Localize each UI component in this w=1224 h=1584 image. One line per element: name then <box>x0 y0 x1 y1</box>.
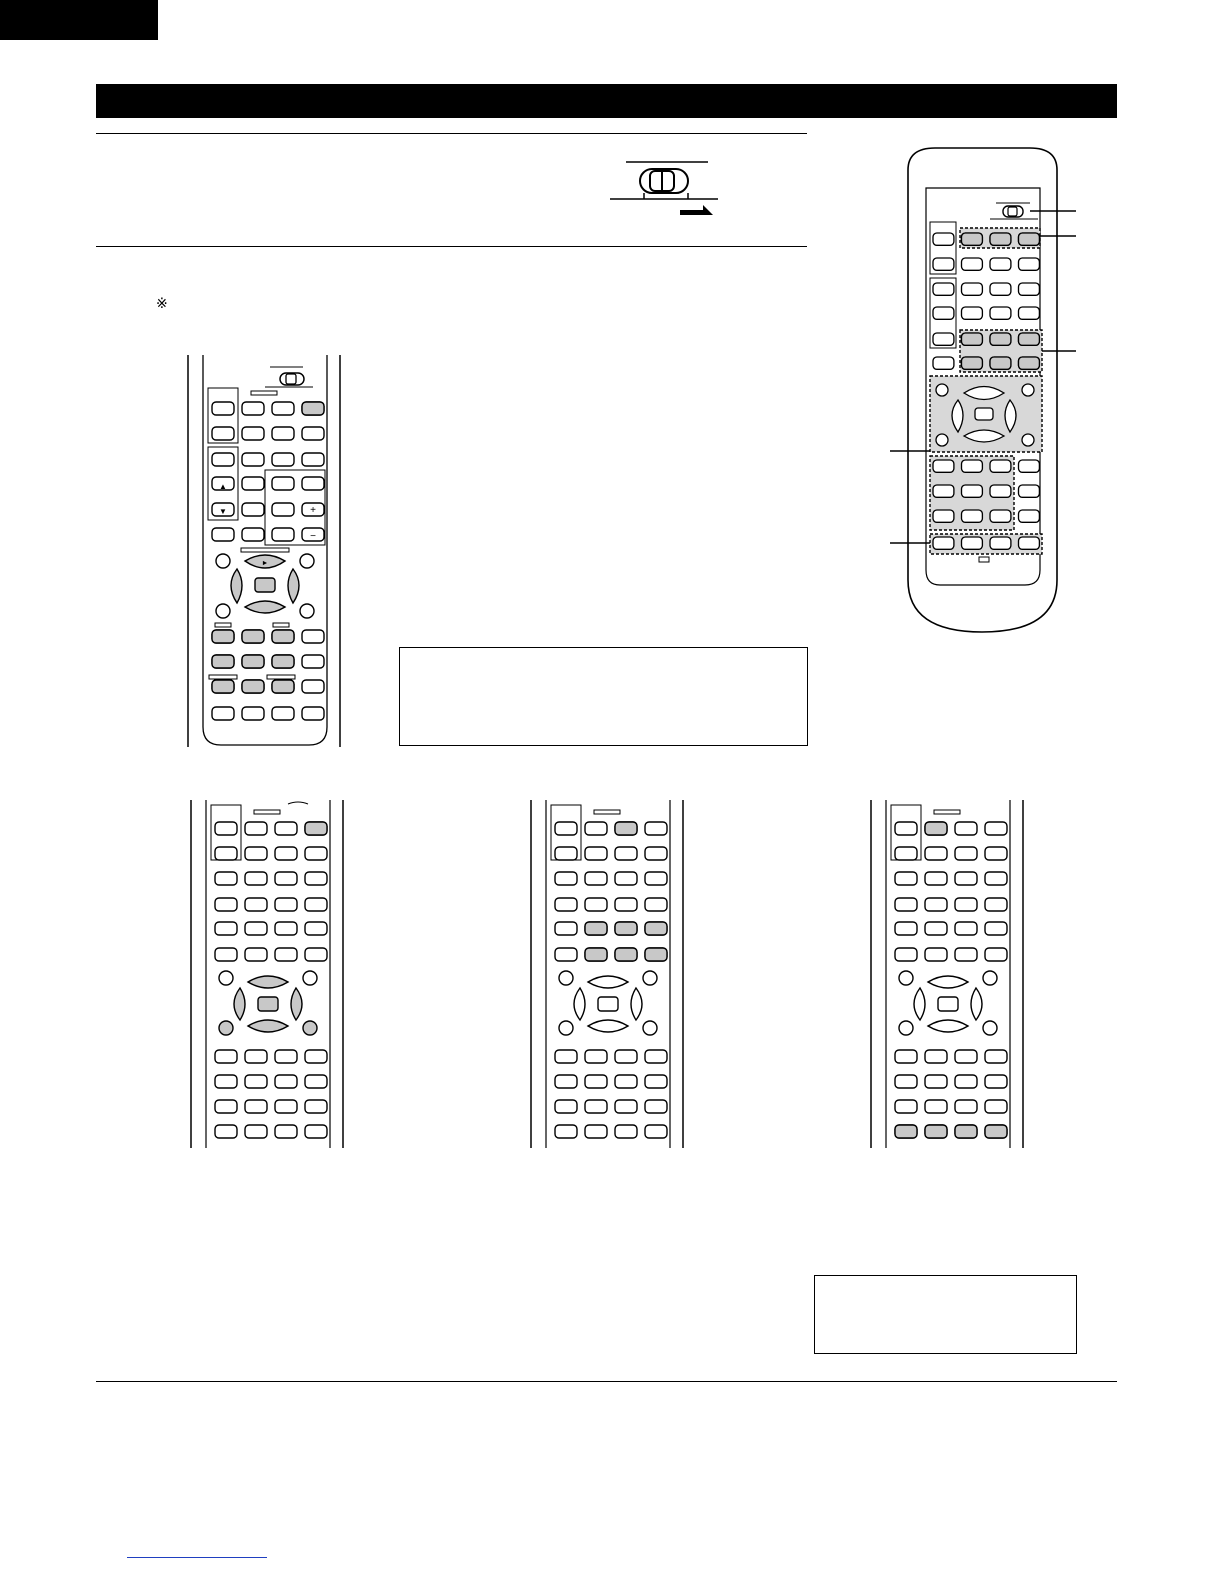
remote-fragment-step-3 <box>868 800 1028 1150</box>
note-box <box>814 1275 1077 1354</box>
remote-fragment-step-1 <box>188 800 348 1150</box>
top-rule <box>96 133 807 134</box>
minus-glyph: − <box>310 531 316 542</box>
info-box <box>399 647 808 746</box>
section-title-bar <box>96 84 1117 118</box>
remote-illustration-main <box>185 355 345 750</box>
footer-link-underline <box>127 1557 267 1558</box>
mode-switch-illustration <box>600 155 730 225</box>
bottom-rule <box>96 1381 1117 1382</box>
mid-rule <box>96 246 807 247</box>
page-corner-tab <box>0 0 158 40</box>
note-reference-mark: ※ <box>156 296 168 312</box>
remote-fragment-step-2 <box>528 800 688 1150</box>
plus-glyph: + <box>310 505 316 516</box>
remote-illustration-overview <box>880 140 1090 640</box>
down-glyph: ▼ <box>219 507 227 516</box>
play-glyph: ► <box>261 560 269 567</box>
up-glyph: ▲ <box>219 482 227 491</box>
